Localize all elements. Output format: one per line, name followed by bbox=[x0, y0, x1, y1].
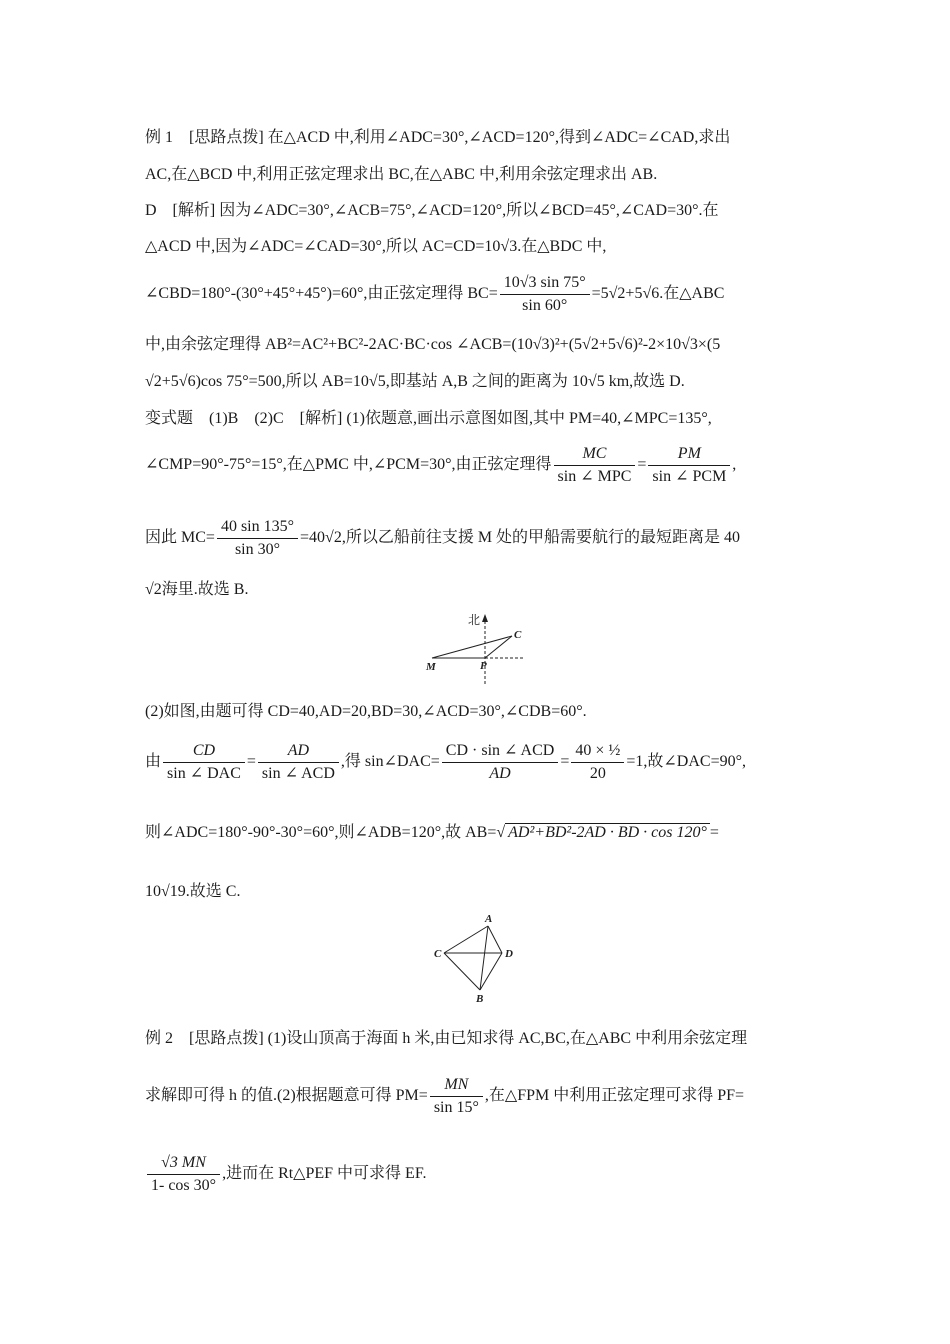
north-arrow-icon bbox=[482, 614, 488, 622]
fraction-ad bbox=[258, 740, 339, 785]
text-line-2: AC,在△BCD 中,利用正弦定理求出 BC,在△ABC 中,利用余弦定理求出 AB. bbox=[145, 166, 658, 183]
text-line-12: (2)如图,由题可得 CD=40,AD=20,BD=30,∠ACD=30°,∠CDB=60°. bbox=[145, 703, 587, 720]
label-c: C bbox=[434, 948, 442, 960]
fraction-numerator: MC bbox=[554, 443, 636, 466]
label-c: C bbox=[514, 629, 522, 641]
sqrt-radicand: AD²+BD²-2AD · BD · cos 120° bbox=[505, 823, 710, 841]
fraction-bc bbox=[500, 272, 590, 317]
segment-mc bbox=[432, 636, 512, 658]
text-segment: , bbox=[732, 456, 737, 474]
fraction-pm-value bbox=[430, 1074, 483, 1119]
text-segment: ,进而在 Rt△PEF 中可求得 EF. bbox=[222, 1165, 427, 1183]
fraction-denominator: sin ∠ PCM bbox=[652, 468, 727, 485]
text-segment: ∠CBD=180°-(30°+45°+45°)=60°,由正弦定理得 BC= bbox=[145, 285, 498, 303]
text-segment: ∠CMP=90°-75°=15°,在△PMC 中,∠PCM=30°,由正弦定理得 bbox=[145, 456, 552, 474]
fraction-numerator: AD bbox=[258, 740, 339, 763]
text-segment: ,得 sin∠DAC= bbox=[340, 753, 440, 771]
text-line-3: D [解析] 因为∠ADC=30°,∠ACB=75°,∠ACD=120°,所以∠BCD=45°,∠CAD=30°.在 bbox=[145, 202, 719, 219]
fraction-denominator: sin ∠ DAC bbox=[167, 765, 241, 782]
text-segment: = bbox=[637, 456, 647, 474]
text-line-4: △ACD 中,因为∠ADC=∠CAD=30°,所以 AC=CD=10√3.在△BDC 中, bbox=[145, 238, 607, 255]
fraction-denominator: sin 15° bbox=[433, 1099, 479, 1116]
label-m: M bbox=[426, 661, 436, 673]
fraction-denominator: 1- cos 30° bbox=[151, 1177, 217, 1194]
text-segment: = bbox=[560, 753, 570, 771]
segment-ad bbox=[488, 926, 502, 953]
label-a: A bbox=[485, 913, 493, 925]
fraction-mc bbox=[554, 443, 636, 488]
label-b: B bbox=[476, 993, 484, 1005]
text-line-14 bbox=[145, 822, 800, 844]
text-segment: ,在△FPM 中利用正弦定理可求得 PF= bbox=[484, 1087, 745, 1105]
text-segment: = bbox=[709, 824, 719, 841]
fraction-denominator: sin 60° bbox=[522, 297, 568, 314]
text-line-5 bbox=[145, 272, 800, 317]
fraction-numerator: 10√3 sin 75° bbox=[500, 272, 590, 295]
segment-cb bbox=[444, 953, 480, 990]
figure-quadrilateral-diagram bbox=[430, 910, 520, 1006]
text-line-1: 例 1 [思路点拨] 在△ACD 中,利用∠ADC=30°,∠ACD=120°,得到∠ADC=∠CAD,求出 bbox=[145, 129, 731, 146]
fraction-numerator: 40 × ½ bbox=[571, 740, 624, 763]
fraction-pf-value bbox=[147, 1152, 220, 1197]
segment-ab bbox=[480, 926, 488, 990]
text-segment: =5√2+5√6.在△ABC bbox=[591, 285, 725, 303]
fraction-numerator: MN bbox=[430, 1074, 483, 1097]
fraction-mc-value bbox=[217, 516, 298, 561]
segment-ca bbox=[444, 926, 488, 953]
fraction-cd bbox=[163, 740, 245, 785]
fraction-sin-dac bbox=[442, 740, 559, 785]
fraction-denominator: AD bbox=[489, 765, 511, 782]
text-line-11: √2海里.故选 B. bbox=[145, 581, 249, 598]
figure-ship-diagram bbox=[420, 608, 530, 688]
fraction-numerator: 40 sin 135° bbox=[217, 516, 298, 539]
sqrt-sign: √ bbox=[496, 824, 506, 841]
text-segment: 则∠ADC=180°-90°-30°=60°,则∠ADB=120°,故 AB= bbox=[145, 824, 497, 841]
text-segment: 因此 MC= bbox=[145, 529, 215, 547]
fraction-numerator: √3 MN bbox=[147, 1152, 220, 1175]
text-segment: = bbox=[246, 753, 256, 771]
text-line-8: 变式题 (1)B (2)C [解析] (1)依题意,画出示意图如图,其中 PM=40,∠MPC=135°, bbox=[145, 410, 712, 427]
text-line-16: 例 2 [思路点拨] (1)设山顶高于海面 h 米,由已知求得 AC,BC,在△ABC 中利用余弦定理 bbox=[145, 1030, 748, 1047]
text-line-13 bbox=[145, 740, 800, 785]
fraction-denominator: sin ∠ ACD bbox=[261, 765, 335, 782]
north-label: 北 bbox=[468, 613, 481, 627]
text-line-10 bbox=[145, 516, 800, 561]
label-d: D bbox=[505, 948, 513, 960]
text-line-17 bbox=[145, 1074, 800, 1119]
fraction-denominator: sin ∠ MPC bbox=[557, 468, 632, 485]
fraction-numerator: PM bbox=[648, 443, 730, 466]
text-line-15: 10√19.故选 C. bbox=[145, 883, 241, 900]
fraction-denominator: sin 30° bbox=[234, 541, 281, 558]
text-line-9 bbox=[145, 443, 800, 488]
text-line-18 bbox=[145, 1152, 800, 1197]
text-segment: =40√2,所以乙船前往支援 M 处的甲船需要航行的最短距离是 40 bbox=[300, 529, 741, 547]
text-line-7: √2+5√6)cos 75°=500,所以 AB=10√5,即基站 A,B 之间的距离为 10√5 km,故选 D. bbox=[145, 373, 685, 390]
fraction-pm bbox=[648, 443, 730, 488]
fraction-numerator: CD bbox=[163, 740, 245, 763]
text-line-6: 中,由余弦定理得 AB²=AC²+BC²-2AC·BC·cos ∠ACB=(10√3)²+(5√2+5√6)²-2×10√3×(5 bbox=[145, 336, 721, 353]
label-p: P bbox=[480, 660, 487, 672]
text-segment: 由 bbox=[145, 753, 162, 771]
fraction-value bbox=[571, 740, 624, 785]
text-segment: 求解即可得 h 的值.(2)根据题意可得 PM= bbox=[145, 1087, 428, 1105]
fraction-denominator: 20 bbox=[589, 765, 606, 782]
fraction-numerator: CD · sin ∠ ACD bbox=[442, 740, 559, 763]
segment-bd bbox=[480, 953, 502, 990]
text-segment: =1,故∠DAC=90°, bbox=[626, 753, 747, 771]
